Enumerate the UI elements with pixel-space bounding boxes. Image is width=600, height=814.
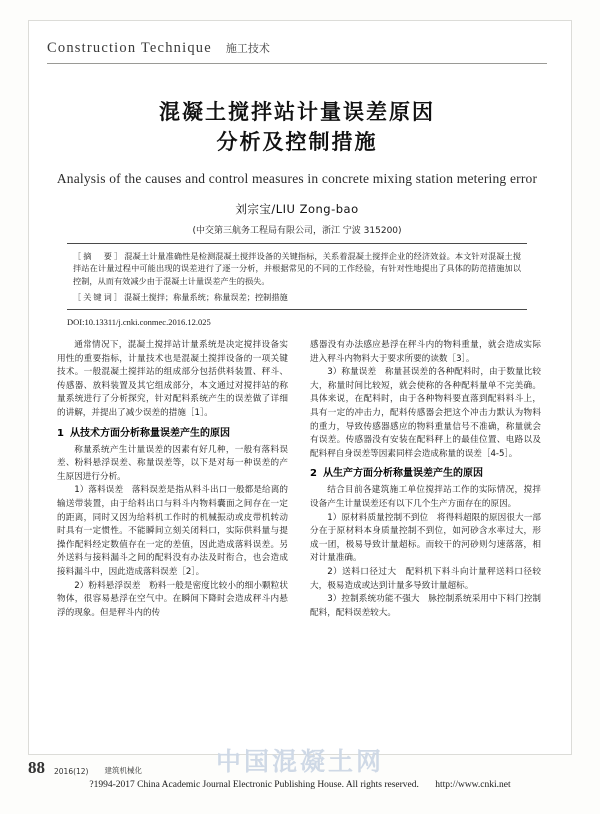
body-paragraph: 2）送料口径过大 配料机下料斗向计量秤送料口径较大，极易造成或达到计量多导致计量超标。 — [310, 566, 541, 591]
title-block — [47, 97, 547, 187]
watermark: 中国混凝土网 — [215, 747, 384, 776]
body-paragraph: 结合目前各建筑施工单位搅拌站工作的实际情况，搅拌设备产生计量误差还有以下几个生产方面存在的原因。 — [310, 485, 541, 509]
section-number: 1 — [57, 427, 64, 439]
body-column-left — [57, 339, 288, 620]
abstract-text: 混凝土计量准确性是检测混凝土搅拌设备的关键指标，关系着混凝土搅拌企业的经济效益。本文针对混凝土搅拌站在计量过程中可能出现的误差进行了逐一分析，并根据常见的不同的工作经验，有针对性地提出了具体的防范措施加以控制，从而有效减少由于混凝土计量误差产生的损失。 — [73, 251, 521, 286]
body-paragraph: 称量系统产生计量误差的因素有好几种，一般有落料误差、粉料悬浮误差、称量误差等，以下是对每一种误差的产生原因进行分析。 — [57, 444, 288, 482]
page-title-english: Analysis of the causes and control measures in concrete mixing station metering error — [56, 171, 538, 186]
page-title-line1: 混凝土搅拌站计量误差原因 — [159, 100, 435, 124]
keywords-label: ［关键词］ — [73, 292, 124, 303]
section-heading — [57, 426, 288, 441]
keywords-paragraph — [73, 291, 521, 303]
body-paragraph: 1）落料误差 落料误差是指从料斗出口一般都是给离的输送带装置，由于给料出口与料斗内物料囊面之间存在一定的距离，同时又因为给料机工作时的机械振动或皮带机转动时具有一定惯性。不能瞬间立刻关闭料口，实际供料量与提操作配料经定数值存在一定的差值，因此造成落料误差。另外送料与接料漏斗之间的配料没有办法及时衔合，也会造成接料漏斗中，因此造成落料误差［2］。 — [57, 485, 288, 577]
cnki-url[interactable]: http://www.cnki.net — [435, 780, 511, 790]
header-english: Construction Technique — [47, 40, 212, 56]
abstract-box — [67, 243, 527, 310]
body-paragraph: 1）原材料质量控制不到位 将得料超限的原因很大一部分在于原材料本身质量控制不到位，如河砂含水率过大，形成一团，极易导致计量超标。而较干的河砂则匀速落落，相对计量准确。 — [310, 512, 541, 564]
author-names: 刘宗宝/LIU Zong-bao — [235, 202, 359, 216]
page-title-line2: 分析及控制措施 — [216, 130, 378, 154]
body-paragraph: 3）控制系统功能不强大 脉控制系统采用中下料门控制配料，配料误差较大。 — [310, 594, 541, 618]
journal-name: 建筑机械化 — [104, 766, 142, 775]
running-header — [47, 39, 547, 64]
paper-sheet — [28, 20, 572, 755]
author-affiliation: (中交第三航务工程局有限公司，浙江 宁波 315200) — [192, 226, 402, 236]
page-number: 88 — [28, 758, 45, 777]
section-title: 从生产方面分析称量误差产生的原因 — [322, 468, 483, 480]
body-paragraph: 3）称量误差 称量甚误差的各种配料时，由于数量比较大，称量时间比较短，就会使称的各种配料量单不完美确。具体来说，在配料时，由于各种物料要直落到配料料斗上，具有一定的冲击力，配料传感器会把这个冲击力默认为物料的重力，导致传感器感应的物料重量信号不准确，称量就会有误差。传感器没有安装在配料秤上的最佳位置、电路以及配料秤自身误差等因素同样会造成称量的误差［4-5］。 — [310, 367, 541, 459]
section-number: 2 — [310, 468, 317, 480]
abstract-label: ［摘 要］ — [73, 251, 125, 261]
cnki-copyright-bar — [0, 780, 600, 790]
section-title: 从技术方面分析称量误差产生的原因 — [69, 427, 230, 439]
page-footer — [28, 758, 572, 778]
author-block — [47, 201, 547, 236]
body-column-right — [310, 339, 541, 620]
abstract-paragraph — [73, 250, 521, 287]
body-paragraph: 2）粉料悬浮误差 粉料一般是密度比较小的细小颗粒状物体，很容易悬浮在空气中。在瞬间下降时会造成秤斗内悬浮的现象。但是秤斗内的传 — [57, 580, 288, 618]
keywords-text: 混凝土搅拌；称量系统；称量误差；控制措施 — [123, 292, 288, 303]
section-heading — [310, 466, 541, 481]
header-chinese: 施工技术 — [225, 42, 270, 55]
body-paragraph: 通常情况下，混凝土搅拌站计量系统是决定搅拌设备实用性的重要指标，计量技术也是混凝土搅拌设备的一项关键技术。一般混凝土搅拌站的组成部分包括供料装置、秤斗、传感器、放料装置及其它组成部分，本文通过对搅拌站的称量系统进行了分析探究，针对配料系统产生的误差做了详细的讲解，并提出了减少误差的措施［1］。 — [57, 340, 288, 418]
body-paragraph: 感器没有办法感应悬浮在秤斗内的物料重量，就会造成实际进入秤斗内物料大于要求所要的读数［3］。 — [310, 340, 541, 364]
body-columns — [57, 339, 541, 620]
doi-line: DOI:10.13311/j.cnki.conmec.2016.12.025 — [67, 317, 211, 327]
copyright-text: ?1994-2017 China Academic Journal Electronic Publishing House. All rights reserved. — [89, 780, 419, 790]
issue-label: 2016(12) — [54, 767, 89, 776]
